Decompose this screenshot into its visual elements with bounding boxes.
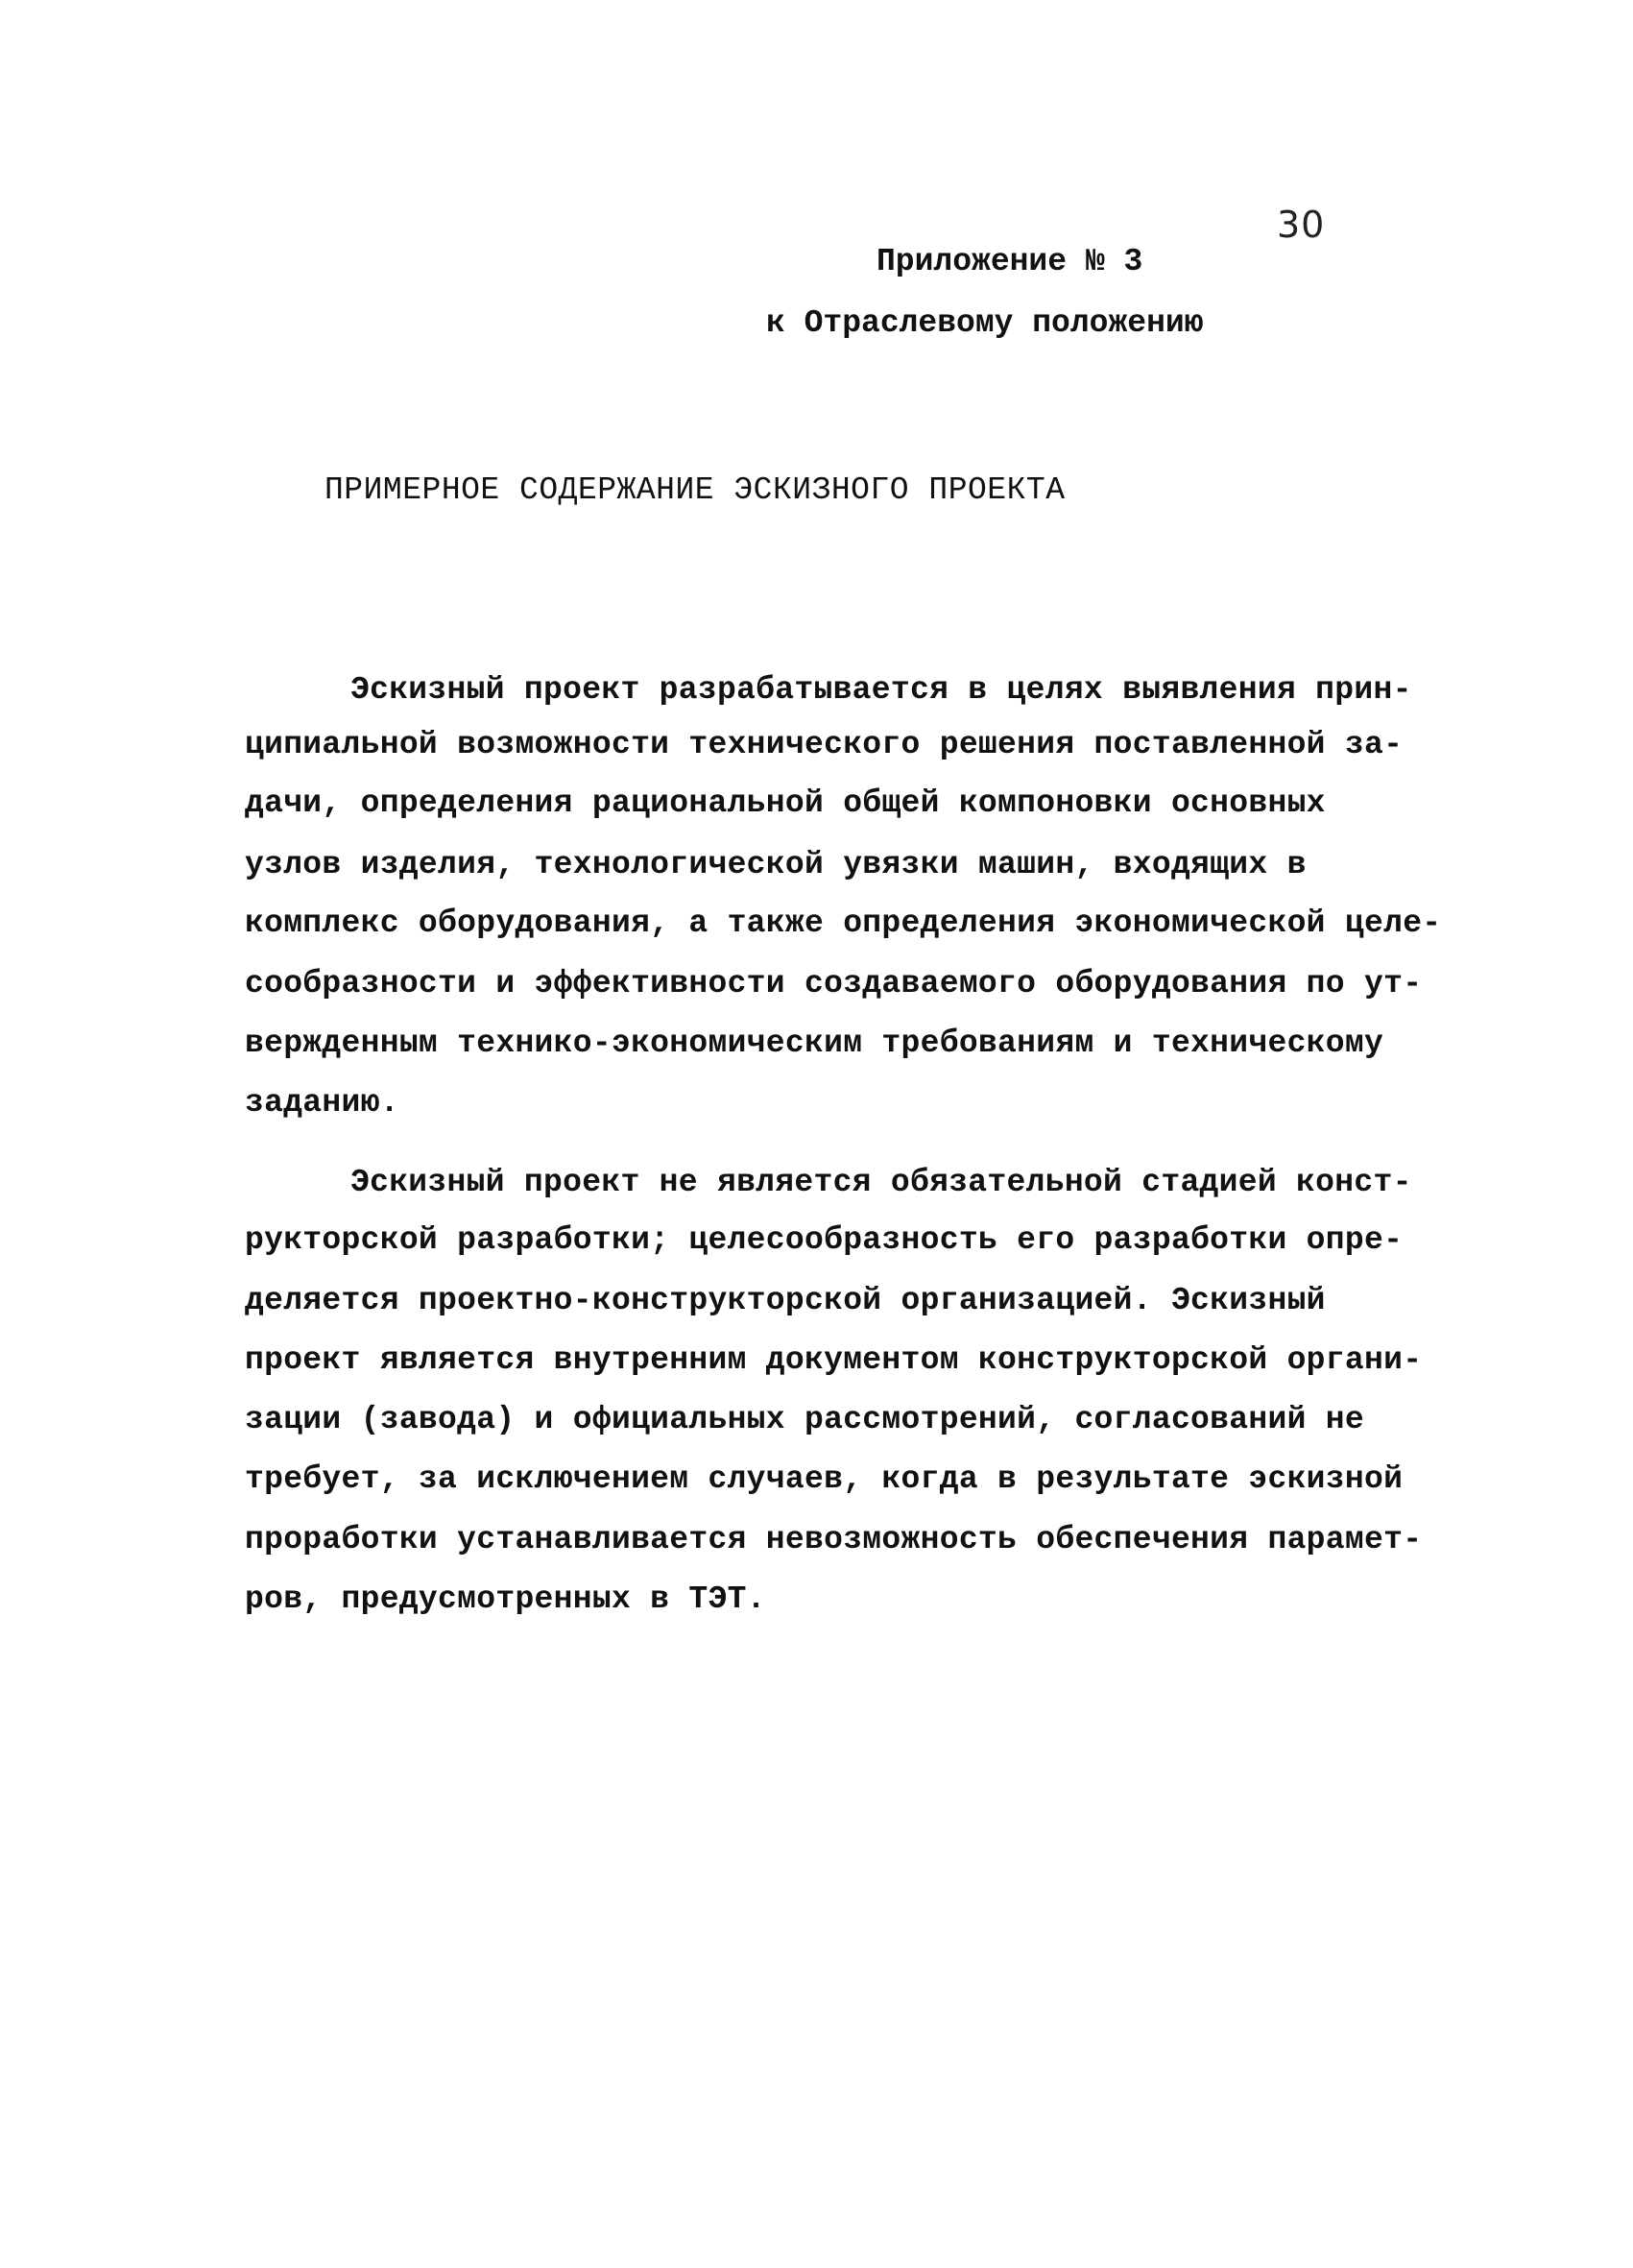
paragraph-line: требует, за исключением случаев, когда в результате эскизной bbox=[245, 1461, 1404, 1497]
paragraph-line: узлов изделия, технологической увязки машин, входящих в bbox=[245, 847, 1307, 882]
paragraph-line: Эскизный проект не является обязательной стадией конст- bbox=[350, 1165, 1412, 1200]
appendix-number: Приложение № 3 bbox=[877, 244, 1143, 279]
paragraph-line: комплекс оборудования, а также определения экономической целе- bbox=[245, 905, 1442, 941]
paragraph-line: деляется проектно-конструкторской организацией. Эскизный bbox=[245, 1283, 1326, 1318]
paragraph-line: проект является внутренним документом конструкторской органи- bbox=[245, 1342, 1423, 1378]
appendix-reference: к Отраслевому положению bbox=[766, 305, 1204, 341]
paragraph-line: ров, предусмотренных в ТЭТ. bbox=[245, 1581, 766, 1617]
paragraph-line: проработки устанавливается невозможность обеспечения парамет- bbox=[245, 1522, 1423, 1557]
paragraph-line: сообразности и эффективности создаваемого оборудования по ут- bbox=[245, 966, 1423, 1001]
paragraph-line: заданию. bbox=[245, 1085, 399, 1121]
paragraph-line: вержденным технико-экономическим требованиям и техническому bbox=[245, 1025, 1384, 1061]
paragraph-line: Эскизный проект разрабатывается в целях выявления прин- bbox=[350, 672, 1412, 708]
paragraph-line: рукторской разработки; целесообразность его разработки опре- bbox=[245, 1222, 1404, 1258]
page-number: 30 bbox=[1277, 204, 1326, 246]
paragraph-line: зации (завода) и официальных рассмотрений, согласований не bbox=[245, 1402, 1364, 1437]
document-title: ПРИМЕРНОЕ СОДЕРЖАНИЕ ЭСКИЗНОГО ПРОЕКТА bbox=[324, 472, 1066, 508]
paragraph-line: дачи, определения рациональной общей компоновки основных bbox=[245, 785, 1326, 821]
paragraph-line: ципиальной возможности технического решения поставленной за- bbox=[245, 727, 1404, 762]
